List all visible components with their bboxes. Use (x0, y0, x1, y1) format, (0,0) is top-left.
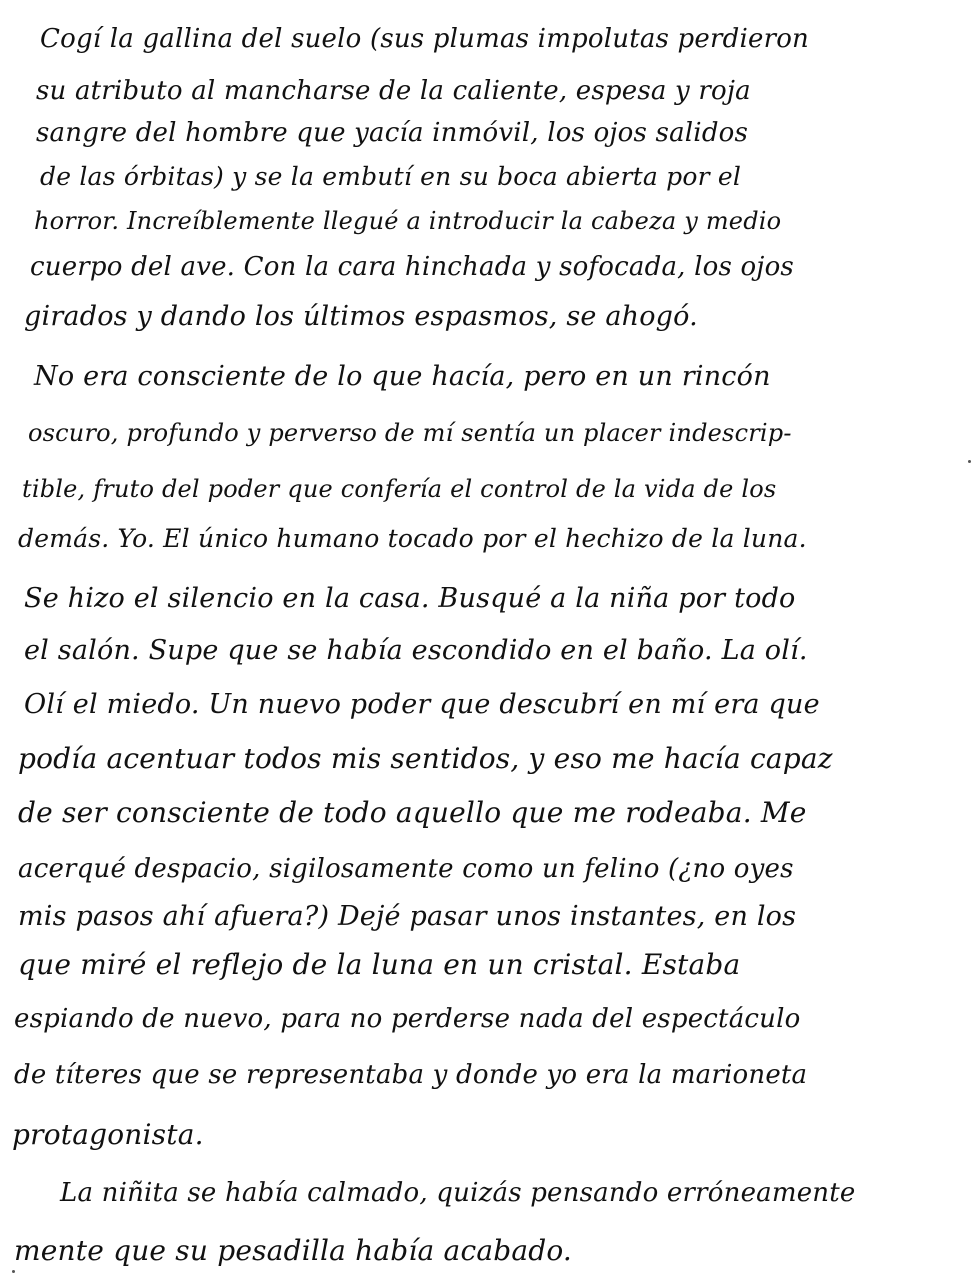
text-line: girados y dando los últimos espasmos, se ahogó. (24, 301, 698, 332)
text-line: de ser consciente de todo aquello que me rodeaba. Me (18, 796, 807, 829)
text-line: sangre del hombre que yacía inmóvil, los ojos salidos (36, 118, 749, 148)
text-line: podía acentuar todos mis sentidos, y eso me hacía capaz (18, 742, 833, 775)
text-line: mente que su pesadilla había acabado. (14, 1234, 573, 1267)
text-line: La niñita se había calmado, quizás pensando erróneamente (60, 1178, 856, 1208)
text-line: cuerpo del ave. Con la cara hinchada y sofocada, los ojos (30, 252, 794, 282)
text-line: su atributo al mancharse de la caliente, espesa y roja (36, 76, 751, 106)
text-line: Se hizo el silencio en la casa. Busqué a la niña por todo (24, 583, 796, 614)
text-line: el salón. Supe que se había escondido en el baño. La olí. (24, 635, 808, 666)
text-line: protagonista. (12, 1118, 204, 1151)
text-line: Olí el miedo. Un nuevo poder que descubrí en mí era que (24, 689, 820, 720)
ink-speck (968, 460, 971, 463)
text-line: que miré el reflejo de la luna en un cristal. Estaba (18, 948, 741, 981)
text-line: tible, fruto del poder que confería el control de la vida de los (22, 475, 777, 503)
text-line: horror. Increíblemente llegué a introducir la cabeza y medio (34, 207, 782, 235)
text-line: espiando de nuevo, para no perderse nada del espectáculo (14, 1004, 801, 1034)
ink-speck (12, 1270, 15, 1273)
text-line: acerqué despacio, sigilosamente como un felino (¿no oyes (18, 854, 794, 884)
text-line: Cogí la gallina del suelo (sus plumas impolutas perdieron (40, 24, 809, 54)
text-line: mis pasos ahí afuera?) Dejé pasar unos instantes, en los (18, 901, 797, 932)
text-line: oscuro, profundo y perverso de mí sentía un placer indescrip- (28, 419, 792, 447)
text-line: demás. Yo. El único humano tocado por el hechizo de la luna. (18, 524, 807, 553)
text-line: de títeres que se representaba y donde yo era la marioneta (14, 1060, 808, 1090)
text-line: No era consciente de lo que hacía, pero en un rincón (34, 361, 771, 392)
text-line: de las órbitas) y se la embutí en su boca abierta por el (40, 162, 742, 191)
